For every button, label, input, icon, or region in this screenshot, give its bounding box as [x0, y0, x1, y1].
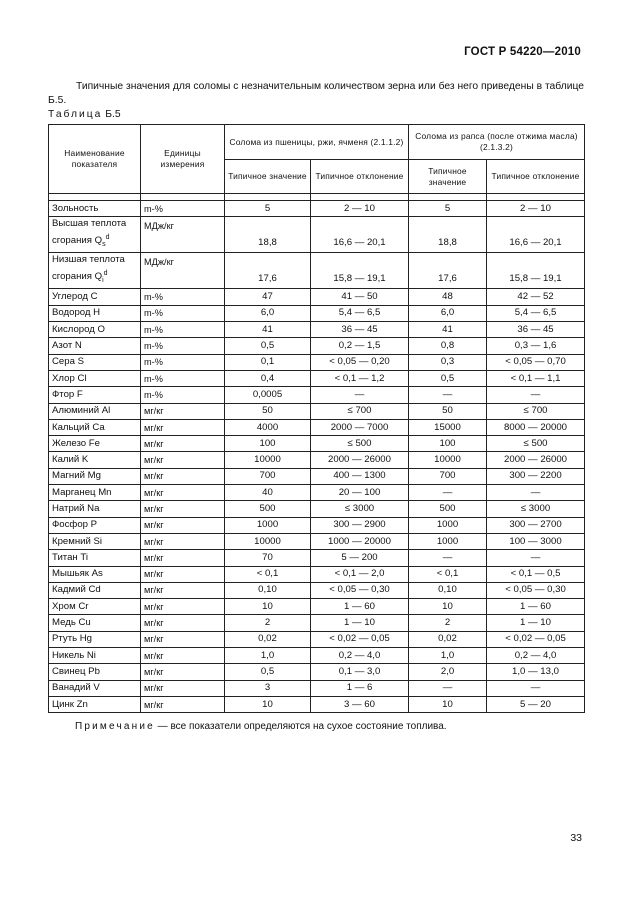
- row-name: [49, 289, 141, 305]
- row-name-text: Свинец Pb: [52, 665, 100, 677]
- row-unit: m-%: [141, 289, 225, 305]
- table-row: [49, 468, 585, 484]
- sub-header-wheat-typical: Типичное значение: [225, 160, 311, 194]
- row-unit: m-%: [141, 305, 225, 321]
- row-name: [49, 387, 141, 403]
- cell-wheat-deviation: < 0,05 — 0,30: [311, 582, 409, 598]
- row-name-text: Хлор Cl: [52, 372, 87, 384]
- intro-paragraph: Типичные значения для соломы с незначительным количеством зерна или без него приведены в таблице Б.5.: [48, 81, 584, 106]
- table-row: [49, 631, 585, 647]
- row-unit: m-%: [141, 322, 225, 338]
- cell-wheat-deviation: < 0,05 — 0,20: [311, 354, 409, 370]
- table-row: [49, 289, 585, 305]
- row-name-text: Железо Fe: [52, 437, 100, 449]
- table-caption-label: Таблица: [48, 109, 103, 120]
- row-unit: мг/кг: [141, 696, 225, 712]
- table-row: [49, 419, 585, 435]
- cell-wheat-deviation: < 0,1 — 2,0: [311, 566, 409, 582]
- row-name-text: Магний Mg: [52, 470, 101, 482]
- row-name: [49, 582, 141, 598]
- cell-wheat-deviation: 2000 — 26000: [311, 452, 409, 468]
- cell-rapeseed-typical: 0,8: [409, 338, 487, 354]
- table-row: [49, 436, 585, 452]
- table-row: [49, 338, 585, 354]
- cell-rapeseed-deviation: 1 — 60: [487, 599, 585, 615]
- cell-rapeseed-typical: 1000: [409, 533, 487, 549]
- row-name-text: Азот N: [52, 340, 82, 352]
- row-name: [49, 664, 141, 680]
- cell-rapeseed-typical: 2,0: [409, 664, 487, 680]
- cell-rapeseed-deviation: 15,8 — 19,1: [487, 253, 585, 289]
- cell-wheat-typical: 0,1: [225, 354, 311, 370]
- cell-wheat-deviation: 36 — 45: [311, 322, 409, 338]
- row-unit: мг/кг: [141, 615, 225, 631]
- row-name: [49, 631, 141, 647]
- table-caption-number: Б.5: [105, 109, 121, 120]
- row-unit: МДж/кг: [141, 217, 225, 253]
- table-note: [75, 721, 447, 732]
- row-unit: m-%: [141, 387, 225, 403]
- row-name: [49, 648, 141, 664]
- row-name: [49, 696, 141, 712]
- cell-wheat-deviation: 0,2 — 4,0: [311, 648, 409, 664]
- document-id: ГОСТ Р 54220—2010: [464, 46, 581, 58]
- cell-rapeseed-deviation: 42 — 52: [487, 289, 585, 305]
- sub-header-rapeseed-typical: Типичное значение: [409, 160, 487, 194]
- row-name-text: Калий K: [52, 454, 89, 466]
- table-row: [49, 533, 585, 549]
- cell-wheat-typical: 0,5: [225, 338, 311, 354]
- cell-rapeseed-typical: —: [409, 550, 487, 566]
- row-name: [49, 566, 141, 582]
- cell-rapeseed-typical: 700: [409, 468, 487, 484]
- row-name-text: Фтор F: [52, 388, 83, 400]
- table-row: [49, 403, 585, 419]
- cell-wheat-typical: 5: [225, 201, 311, 217]
- cell-rapeseed-deviation: 16,6 — 20,1: [487, 217, 585, 253]
- cell-wheat-typical: 100: [225, 436, 311, 452]
- cell-wheat-typical: 700: [225, 468, 311, 484]
- table-row: [49, 253, 585, 289]
- cell-wheat-deviation: —: [311, 387, 409, 403]
- cell-wheat-typical: 10000: [225, 533, 311, 549]
- row-unit: мг/кг: [141, 452, 225, 468]
- row-unit: m-%: [141, 370, 225, 386]
- row-name-text: Кислород O: [52, 323, 105, 335]
- sub-header-wheat-deviation: Типичное отклонение: [311, 160, 409, 194]
- cell-rapeseed-typical: —: [409, 680, 487, 696]
- cell-rapeseed-typical: < 0,1: [409, 566, 487, 582]
- cell-rapeseed-typical: 17,6: [409, 253, 487, 289]
- row-name-text: Ванадий V: [52, 682, 100, 694]
- cell-wheat-typical: 10: [225, 696, 311, 712]
- cell-wheat-typical: 70: [225, 550, 311, 566]
- cell-rapeseed-typical: 5: [409, 201, 487, 217]
- cell-wheat-typical: 41: [225, 322, 311, 338]
- cell-wheat-typical: < 0,1: [225, 566, 311, 582]
- row-name-text: Марганец Mn: [52, 486, 112, 498]
- cell-wheat-deviation: 1 — 60: [311, 599, 409, 615]
- row-name: [49, 305, 141, 321]
- row-unit: мг/кг: [141, 533, 225, 549]
- cell-wheat-typical: 17,6: [225, 253, 311, 289]
- row-unit: мг/кг: [141, 582, 225, 598]
- cell-wheat-typical: 18,8: [225, 217, 311, 253]
- cell-rapeseed-deviation: ≤ 500: [487, 436, 585, 452]
- row-name-text: Хром Cr: [52, 600, 89, 612]
- table-row: [49, 566, 585, 582]
- row-name-text: Титан Ti: [52, 551, 89, 563]
- cell-rapeseed-deviation: 0,2 — 4,0: [487, 648, 585, 664]
- table-body: [49, 194, 585, 713]
- row-unit: мг/кг: [141, 485, 225, 501]
- row-name-subscript: s: [102, 241, 106, 249]
- row-name: [49, 201, 141, 217]
- cell-wheat-deviation: 15,8 — 19,1: [311, 253, 409, 289]
- row-unit: МДж/кг: [141, 253, 225, 289]
- cell-rapeseed-typical: 2: [409, 615, 487, 631]
- cell-wheat-deviation: 1 — 10: [311, 615, 409, 631]
- cell-wheat-deviation: 400 — 1300: [311, 468, 409, 484]
- row-unit: m-%: [141, 354, 225, 370]
- cell-rapeseed-typical: —: [409, 485, 487, 501]
- cell-rapeseed-typical: 15000: [409, 419, 487, 435]
- table-row: [49, 550, 585, 566]
- row-name: [49, 370, 141, 386]
- table-row: [49, 322, 585, 338]
- cell-wheat-deviation: 1 — 6: [311, 680, 409, 696]
- cell-rapeseed-typical: 10: [409, 599, 487, 615]
- page-number: 33: [570, 832, 582, 844]
- data-table: [48, 124, 585, 713]
- table-row: [49, 201, 585, 217]
- cell-rapeseed-deviation: 5 — 20: [487, 696, 585, 712]
- cell-rapeseed-typical: 10000: [409, 452, 487, 468]
- cell-wheat-deviation: 5,4 — 6,5: [311, 305, 409, 321]
- note-label: Примечание: [75, 721, 155, 732]
- cell-wheat-typical: 0,0005: [225, 387, 311, 403]
- row-name-text: Сера S: [52, 356, 84, 368]
- row-unit: мг/кг: [141, 648, 225, 664]
- row-name: [49, 452, 141, 468]
- cell-rapeseed-typical: 0,02: [409, 631, 487, 647]
- cell-wheat-typical: 0,02: [225, 631, 311, 647]
- col-header-unit: Единицы измерения: [141, 125, 225, 194]
- row-name-text: Кремний Si: [52, 535, 103, 547]
- cell-wheat-typical: 1,0: [225, 648, 311, 664]
- cell-wheat-typical: 50: [225, 403, 311, 419]
- row-name: [49, 419, 141, 435]
- table-row: [49, 648, 585, 664]
- table-row: [49, 599, 585, 615]
- table-caption: [48, 109, 121, 120]
- sub-header-rapeseed-deviation: Типичное отклонение: [487, 160, 585, 194]
- table-row: [49, 387, 585, 403]
- cell-wheat-deviation: ≤ 500: [311, 436, 409, 452]
- table-row: [49, 582, 585, 598]
- row-name: [49, 322, 141, 338]
- row-name: [49, 517, 141, 533]
- table-row: [49, 696, 585, 712]
- cell-rapeseed-typical: 6,0: [409, 305, 487, 321]
- row-name-text: Никель Ni: [52, 649, 96, 661]
- cell-wheat-typical: 0,5: [225, 664, 311, 680]
- cell-rapeseed-typical: 100: [409, 436, 487, 452]
- table-row: [49, 452, 585, 468]
- row-name-superscript: d: [103, 270, 108, 278]
- row-name: [49, 217, 141, 253]
- row-name: [49, 533, 141, 549]
- cell-rapeseed-deviation: ≤ 3000: [487, 501, 585, 517]
- cell-rapeseed-deviation: 1 — 10: [487, 615, 585, 631]
- row-name-text: Зольность: [52, 202, 99, 214]
- cell-rapeseed-typical: 48: [409, 289, 487, 305]
- cell-wheat-deviation: 1000 — 20000: [311, 533, 409, 549]
- row-name-text: Водород H: [52, 307, 101, 319]
- cell-wheat-typical: 47: [225, 289, 311, 305]
- cell-rapeseed-deviation: —: [487, 550, 585, 566]
- row-name-subscript: i: [102, 277, 104, 285]
- table-row: [49, 354, 585, 370]
- cell-rapeseed-typical: —: [409, 387, 487, 403]
- cell-rapeseed-deviation: < 0,05 — 0,70: [487, 354, 585, 370]
- cell-rapeseed-deviation: —: [487, 485, 585, 501]
- cell-rapeseed-typical: 0,3: [409, 354, 487, 370]
- cell-rapeseed-deviation: —: [487, 387, 585, 403]
- row-name-text: Мышьяк As: [52, 568, 103, 580]
- table-row: [49, 217, 585, 253]
- cell-rapeseed-deviation: 8000 — 20000: [487, 419, 585, 435]
- cell-wheat-typical: 0,10: [225, 582, 311, 598]
- row-name-text: Углерод C: [52, 291, 98, 303]
- cell-rapeseed-typical: 0,10: [409, 582, 487, 598]
- row-name-text: Кадмий Cd: [52, 584, 101, 596]
- row-name: [49, 599, 141, 615]
- cell-wheat-deviation: 41 — 50: [311, 289, 409, 305]
- cell-rapeseed-typical: 1,0: [409, 648, 487, 664]
- table-spacer-row: [49, 194, 585, 201]
- cell-wheat-typical: 500: [225, 501, 311, 517]
- cell-rapeseed-deviation: 300 — 2200: [487, 468, 585, 484]
- cell-rapeseed-typical: 10: [409, 696, 487, 712]
- row-name-text: Ртуть Hg: [52, 633, 93, 645]
- row-unit: мг/кг: [141, 680, 225, 696]
- row-unit: мг/кг: [141, 664, 225, 680]
- cell-wheat-deviation: ≤ 700: [311, 403, 409, 419]
- row-unit: мг/кг: [141, 599, 225, 615]
- cell-wheat-typical: 10: [225, 599, 311, 615]
- row-name: [49, 436, 141, 452]
- cell-wheat-typical: 4000: [225, 419, 311, 435]
- col-header-name: Наименование показателя: [49, 125, 141, 194]
- cell-rapeseed-typical: 1000: [409, 517, 487, 533]
- row-unit: мг/кг: [141, 468, 225, 484]
- row-unit: m-%: [141, 201, 225, 217]
- cell-rapeseed-deviation: < 0,02 — 0,05: [487, 631, 585, 647]
- row-unit: мг/кг: [141, 550, 225, 566]
- row-unit: мг/кг: [141, 501, 225, 517]
- table-row: [49, 680, 585, 696]
- row-name: [49, 253, 141, 289]
- row-unit: мг/кг: [141, 517, 225, 533]
- cell-rapeseed-typical: 500: [409, 501, 487, 517]
- row-name: [49, 338, 141, 354]
- row-unit: мг/кг: [141, 566, 225, 582]
- row-unit: мг/кг: [141, 403, 225, 419]
- row-name-text: Высшая теплота сгорания Q: [52, 218, 127, 247]
- row-name: [49, 485, 141, 501]
- group-header-rapeseed: Солома из рапса (после отжима масла) (2.1.3.2): [409, 125, 585, 160]
- row-name: [49, 501, 141, 517]
- cell-rapeseed-deviation: < 0,1 — 0,5: [487, 566, 585, 582]
- table-row: [49, 517, 585, 533]
- cell-wheat-deviation: 20 — 100: [311, 485, 409, 501]
- cell-wheat-typical: 1000: [225, 517, 311, 533]
- row-name: [49, 468, 141, 484]
- cell-rapeseed-typical: 18,8: [409, 217, 487, 253]
- row-name: [49, 403, 141, 419]
- row-name-text: Медь Cu: [52, 617, 91, 629]
- cell-wheat-typical: 2: [225, 615, 311, 631]
- cell-rapeseed-deviation: 36 — 45: [487, 322, 585, 338]
- cell-rapeseed-typical: 0,5: [409, 370, 487, 386]
- cell-wheat-typical: 3: [225, 680, 311, 696]
- table-row: [49, 664, 585, 680]
- cell-wheat-typical: 40: [225, 485, 311, 501]
- cell-rapeseed-deviation: 1,0 — 13,0: [487, 664, 585, 680]
- cell-wheat-deviation: 3 — 60: [311, 696, 409, 712]
- cell-rapeseed-deviation: ≤ 700: [487, 403, 585, 419]
- cell-rapeseed-typical: 41: [409, 322, 487, 338]
- cell-rapeseed-deviation: 2 — 10: [487, 201, 585, 217]
- row-name: [49, 550, 141, 566]
- row-unit: мг/кг: [141, 436, 225, 452]
- cell-wheat-typical: 10000: [225, 452, 311, 468]
- row-name: [49, 354, 141, 370]
- cell-wheat-typical: 0,4: [225, 370, 311, 386]
- row-name-text: Натрий Na: [52, 502, 100, 514]
- row-unit: мг/кг: [141, 631, 225, 647]
- cell-wheat-deviation: 0,1 — 3,0: [311, 664, 409, 680]
- cell-rapeseed-deviation: < 0,1 — 1,1: [487, 370, 585, 386]
- row-unit: m-%: [141, 338, 225, 354]
- table-row: [49, 501, 585, 517]
- cell-rapeseed-typical: 50: [409, 403, 487, 419]
- table-row: [49, 305, 585, 321]
- cell-rapeseed-deviation: 300 — 2700: [487, 517, 585, 533]
- cell-rapeseed-deviation: —: [487, 680, 585, 696]
- cell-wheat-deviation: 0,2 — 1,5: [311, 338, 409, 354]
- cell-rapeseed-deviation: 2000 — 26000: [487, 452, 585, 468]
- row-unit: мг/кг: [141, 419, 225, 435]
- cell-rapeseed-deviation: 100 — 3000: [487, 533, 585, 549]
- table-row: [49, 370, 585, 386]
- table-row: [49, 615, 585, 631]
- cell-wheat-deviation: ≤ 3000: [311, 501, 409, 517]
- cell-rapeseed-deviation: < 0,05 — 0,30: [487, 582, 585, 598]
- row-name-text: Фосфор P: [52, 519, 98, 531]
- cell-wheat-deviation: 2000 — 7000: [311, 419, 409, 435]
- table-row: [49, 485, 585, 501]
- cell-rapeseed-deviation: 5,4 — 6,5: [487, 305, 585, 321]
- note-text: — все показатели определяются на сухое состояние топлива.: [154, 721, 447, 732]
- group-header-wheat: Солома из пшеницы, ржи, ячменя (2.1.1.2): [225, 125, 409, 160]
- cell-wheat-deviation: 5 — 200: [311, 550, 409, 566]
- row-name: [49, 680, 141, 696]
- row-name-superscript: d: [105, 234, 110, 242]
- row-name-text: Кальций Ca: [52, 421, 105, 433]
- cell-wheat-deviation: 16,6 — 20,1: [311, 217, 409, 253]
- row-name-text: Цинк Zn: [52, 698, 88, 710]
- cell-wheat-deviation: 300 — 2900: [311, 517, 409, 533]
- cell-wheat-deviation: 2 — 10: [311, 201, 409, 217]
- row-name: [49, 615, 141, 631]
- cell-wheat-typical: 6,0: [225, 305, 311, 321]
- row-name-text: Низшая теплота сгорания Q: [52, 254, 125, 283]
- cell-wheat-deviation: < 0,02 — 0,05: [311, 631, 409, 647]
- cell-wheat-deviation: < 0,1 — 1,2: [311, 370, 409, 386]
- cell-rapeseed-deviation: 0,3 — 1,6: [487, 338, 585, 354]
- row-name-text: Алюминий Al: [52, 405, 111, 417]
